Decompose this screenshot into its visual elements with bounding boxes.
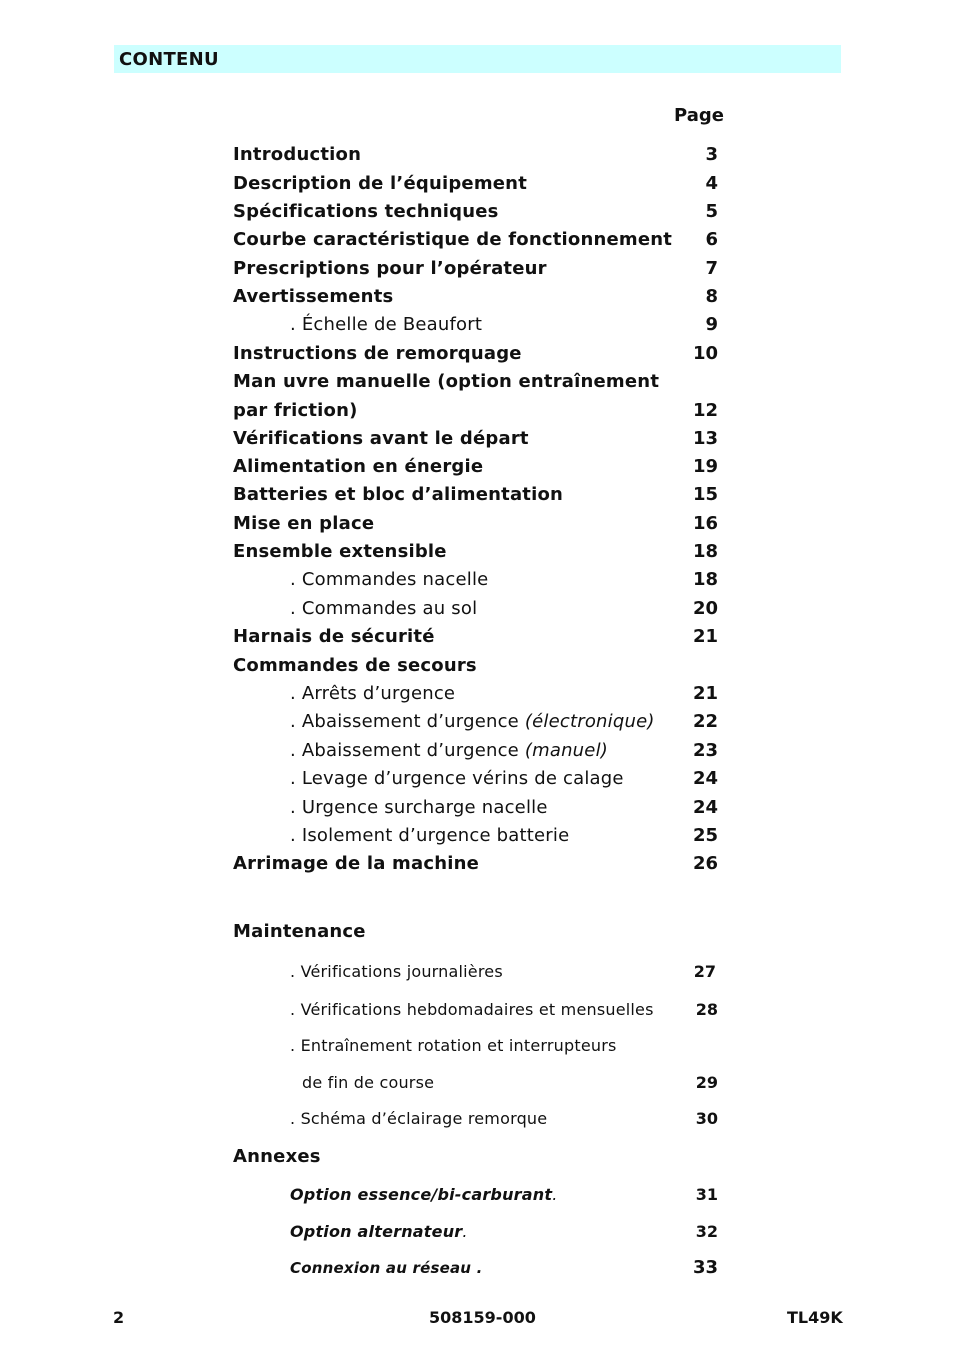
toc-entry-page: 18 xyxy=(692,569,718,590)
toc-entry[interactable] xyxy=(0,144,954,170)
toc-entry-text: Harnais de sécurité xyxy=(233,626,435,647)
toc-entry[interactable] xyxy=(0,201,954,227)
toc-entry-text: . Vérifications hebdomadaires et mensuelles xyxy=(290,1000,654,1019)
toc-subentry[interactable] xyxy=(0,1185,954,1211)
toc-entry-text: Ensemble extensible xyxy=(233,541,447,562)
toc-entry-page: 18 xyxy=(692,541,718,562)
toc-subentry[interactable] xyxy=(0,825,954,851)
toc-entry-text: . Commandes nacelle xyxy=(290,569,489,590)
toc-entry-page: 23 xyxy=(692,740,718,761)
toc-entry-page: 22 xyxy=(692,711,718,732)
toc-entry-text-wrap xyxy=(290,740,608,761)
toc-entry-page: 28 xyxy=(695,1000,718,1019)
toc-entry[interactable] xyxy=(0,371,954,397)
toc-entry-text-wrap xyxy=(290,711,655,732)
toc-entry-page: 13 xyxy=(692,428,718,449)
toc-entry-text: Description de l’équipement xyxy=(233,173,528,194)
toc-entry-page: 7 xyxy=(705,258,718,279)
toc-subentry[interactable] xyxy=(0,768,954,794)
toc-entry-text: . Échelle de Beaufort xyxy=(290,314,483,335)
toc-entry-page: 10 xyxy=(692,343,718,364)
toc-entry-page: 26 xyxy=(692,853,718,874)
maintenance-heading-line xyxy=(0,921,954,947)
toc-entry-page: 9 xyxy=(705,314,718,335)
toc-entry-text: . Isolement d’urgence batterie xyxy=(290,825,570,846)
toc-entry-page: 5 xyxy=(705,201,718,222)
toc-entry-page: 4 xyxy=(705,173,718,194)
footer-model: TL49K xyxy=(787,1308,843,1327)
toc-entry[interactable] xyxy=(0,513,954,539)
toc-entry-text-wrap xyxy=(290,1259,483,1277)
footer-page-number: 2 xyxy=(113,1308,125,1327)
toc-entry-text: Courbe caractéristique de fonctionnement xyxy=(233,229,673,250)
toc-entry[interactable] xyxy=(0,343,954,369)
toc-entry-text: de fin de course xyxy=(302,1073,435,1092)
toc-subentry[interactable] xyxy=(0,1109,954,1135)
toc-entry-text: Avertissements xyxy=(233,286,394,307)
toc-entry[interactable] xyxy=(0,456,954,482)
toc-subentry[interactable] xyxy=(0,683,954,709)
toc-entry-text: . Abaissement d’urgence xyxy=(290,711,519,732)
toc-entry-page: 8 xyxy=(705,286,718,307)
toc-entry-text: Option alternateur xyxy=(290,1222,463,1241)
toc-entry-text: Man uvre manuelle (option entraînement xyxy=(233,371,660,392)
toc-entry-text: . Arrêts d’urgence xyxy=(290,683,456,704)
toc-entry-text: . Schéma d’éclairage remorque xyxy=(290,1109,548,1128)
toc-entry-page: 16 xyxy=(692,513,718,534)
toc-subentry[interactable] xyxy=(0,1036,954,1062)
toc-entry-text: . Urgence surcharge nacelle xyxy=(290,797,548,818)
toc-entry-suffix: . xyxy=(462,1222,468,1241)
toc-entry-qualifier: (manuel) xyxy=(524,740,608,761)
toc-subentry[interactable] xyxy=(0,740,954,766)
toc-entry[interactable] xyxy=(0,626,954,652)
toc-subentry[interactable] xyxy=(0,797,954,823)
maintenance-heading: Maintenance xyxy=(233,921,366,942)
toc-subentry[interactable] xyxy=(0,314,954,340)
toc-entry[interactable] xyxy=(0,286,954,312)
page-title: CONTENU xyxy=(119,49,219,70)
toc-entry[interactable] xyxy=(0,541,954,567)
toc-entry-text: Connexion au réseau xyxy=(290,1259,472,1277)
toc-entry-text: Commandes de secours xyxy=(233,655,477,676)
toc-entry[interactable] xyxy=(0,853,954,879)
toc-entry[interactable] xyxy=(0,655,954,681)
toc-entry-text: Vérifications avant le départ xyxy=(233,428,529,449)
toc-entry-text-wrap xyxy=(290,1185,557,1204)
toc-subentry[interactable] xyxy=(0,1000,954,1026)
toc-subentry[interactable] xyxy=(0,1222,954,1248)
toc-entry-suffix: . xyxy=(471,1259,483,1277)
toc-entry[interactable] xyxy=(0,173,954,199)
toc-subentry[interactable] xyxy=(0,569,954,595)
toc-entry-text: Instructions de remorquage xyxy=(233,343,522,364)
annexes-heading-line xyxy=(0,1146,954,1172)
toc-entry-text: Batteries et bloc d’alimentation xyxy=(233,484,564,505)
toc-entry-text: . Vérifications journalières xyxy=(290,962,503,981)
toc-entry-page: 6 xyxy=(705,229,718,250)
toc-entry-page: 24 xyxy=(692,768,718,789)
toc-entry-page: 32 xyxy=(695,1222,718,1241)
page-column-label: Page xyxy=(674,105,724,126)
toc-entry-qualifier: (électronique) xyxy=(524,711,655,732)
toc-entry[interactable] xyxy=(0,258,954,284)
toc-entry-text: par friction) xyxy=(233,400,358,421)
header-bar xyxy=(114,45,841,73)
toc-entry-page: 27 xyxy=(693,962,716,981)
toc-entry-page: 12 xyxy=(692,400,718,421)
toc-subentry[interactable] xyxy=(0,1073,954,1099)
toc-entry-text: Arrimage de la machine xyxy=(233,853,480,874)
toc-entry-text: . Commandes au sol xyxy=(290,598,478,619)
toc-entry-text: . Abaissement d’urgence xyxy=(290,740,519,761)
toc-entry-suffix: . xyxy=(552,1185,558,1204)
toc-entry[interactable] xyxy=(0,428,954,454)
toc-subentry[interactable] xyxy=(0,711,954,737)
toc-entry-page: 15 xyxy=(692,484,718,505)
toc-entry-page: 29 xyxy=(695,1073,718,1092)
toc-entry-page: 31 xyxy=(695,1185,718,1204)
toc-entry-text-wrap xyxy=(290,1222,468,1241)
toc-entry[interactable] xyxy=(0,229,954,255)
toc-entry-page: 3 xyxy=(705,144,718,165)
toc-entry-text: Alimentation en énergie xyxy=(233,456,484,477)
annexes-heading: Annexes xyxy=(233,1146,321,1167)
toc-entry-page: 20 xyxy=(692,598,718,619)
toc-entry-text: Spécifications techniques xyxy=(233,201,499,222)
toc-entry-text: . Entraînement rotation et interrupteurs xyxy=(290,1036,617,1055)
toc-entry-page: 21 xyxy=(692,626,718,647)
toc-entry[interactable] xyxy=(0,400,954,426)
toc-entry-page: 19 xyxy=(692,456,718,477)
toc-entry-text: . Levage d’urgence vérins de calage xyxy=(290,768,624,789)
footer-doc-number: 508159-000 xyxy=(429,1308,536,1327)
toc-subentry[interactable] xyxy=(0,1259,954,1285)
toc-entry-page: 21 xyxy=(692,683,718,704)
toc-subentry[interactable] xyxy=(0,598,954,624)
toc-entry-text: Mise en place xyxy=(233,513,375,534)
toc-entry-text: Prescriptions pour l’opérateur xyxy=(233,258,547,279)
toc-entry-text: Option essence/bi-carburant xyxy=(290,1185,553,1204)
toc-entry-page: 24 xyxy=(692,797,718,818)
toc-entry-page: 33 xyxy=(692,1257,718,1278)
toc-entry-page: 25 xyxy=(692,825,718,846)
toc-entry[interactable] xyxy=(0,484,954,510)
toc-entry-text: Introduction xyxy=(233,144,362,165)
toc-entry-page: 30 xyxy=(695,1109,718,1128)
toc-subentry[interactable] xyxy=(0,962,954,988)
